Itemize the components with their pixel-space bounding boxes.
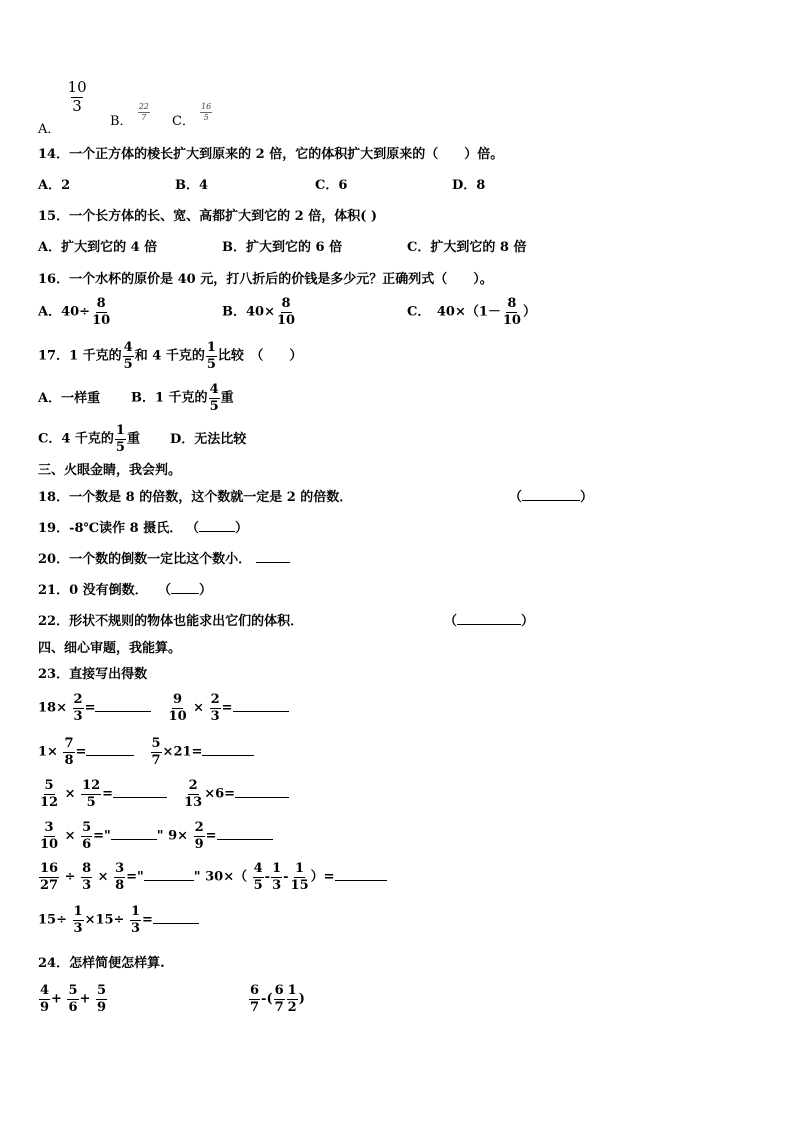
q17-middle: 和 4 千克的 [134,348,205,364]
numerator: 5 [151,736,161,751]
q15-option-c: C．扩大到它的 8 倍 [407,240,527,255]
fraction-1-3 [130,905,141,935]
denominator: 9 [40,999,50,1015]
answer-line[interactable] [95,711,151,712]
q23-row-4 [38,821,273,851]
expr-text: ×21= [162,744,203,760]
equals: = [142,912,153,928]
numerator: 1 [115,423,125,438]
paren-left: （ [509,490,523,505]
answer-line[interactable] [144,880,194,881]
q13-a-denominator: 3 [72,96,82,115]
q13-option-b [110,102,151,130]
paren-right: ） [521,614,535,629]
denominator: 5 [209,398,219,414]
expr-text: × [64,828,76,844]
paren-right: ） [580,490,594,505]
q17-prefix: 17．1 千克的 [38,348,122,364]
q20-answer-line[interactable] [256,562,290,563]
q19-text: 19．-8℃读作 8 摄氏． [38,521,183,536]
expr-text: -( [261,991,273,1007]
denominator: 13 [184,794,203,810]
fraction-3-8 [114,862,125,892]
q13-option-a-label: A． [38,121,61,137]
q15-option-a: A．扩大到它的 4 倍 [38,240,158,255]
equals: = [221,700,233,716]
q15-option-b: B．扩大到它的 6 倍 [222,240,343,255]
q16-stem: 16．一个水杯的原价是 40 元，打八折后的价钱是多少元？正确列式（ ）。 [38,272,493,287]
section-3-title: 三、火眼金睛，我会判。 [38,463,182,478]
denominator: 6 [82,836,92,852]
equals: =" [93,828,111,844]
q18-text: 18．一个数是 8 的倍数，这个数就一定是 2 的倍数． [38,490,353,505]
denominator: 3 [73,920,83,936]
numerator: 5 [96,983,107,998]
expr-text: ) [298,991,305,1007]
expr-text: 1× [38,744,58,760]
q14-option-c: C．6 [315,178,348,193]
expr-text: 9× [168,828,189,844]
quote: " [156,828,164,844]
numerator: 6 [250,983,260,998]
q13-option-c-label: C． [172,114,195,130]
q18-answer-blank[interactable] [509,491,593,504]
q13-option-c-fraction [200,103,212,123]
denominator: 10 [502,312,521,328]
q24-title: 24．怎样简便怎样算. [38,956,165,971]
fraction-9-10 [168,693,188,723]
numerator: 8 [281,296,291,311]
paren-right: ） [199,583,213,598]
denominator: 3 [210,708,220,724]
q17-option-c [38,424,140,454]
q23-row-5 [38,862,387,892]
denominator: 9 [96,999,107,1015]
fraction-16-27 [39,862,59,892]
denominator: 3 [130,920,141,936]
equals: = [102,786,114,802]
paren-right: ） [235,521,249,536]
numerator: 1 [130,904,141,919]
q17-fraction-1-5 [206,341,217,371]
q23-row-6 [38,905,199,935]
answer-line[interactable] [153,923,199,924]
plus: + [79,991,91,1007]
plus: + [51,991,62,1007]
fraction-2-3 [73,693,84,723]
denominator: 7 [151,752,161,768]
q20-label: 20．一个数的倒数一定比这个数小． [38,552,252,567]
q13-a-numerator: 10 [67,78,87,96]
fraction-6-7 [249,984,260,1014]
q24-expr-2 [248,984,305,1014]
q13-b-numerator: 22 [138,103,150,113]
expr-text: ）= [310,869,335,885]
q17-b-prefix: B．1 千克的 [131,390,208,406]
q17-suffix: 比较 （ ） [217,348,303,364]
q15-stem: 15．一个长方体的长、宽、高都扩大到它的 2 倍，体积( ) [38,209,378,224]
numerator: 1 [206,340,216,355]
denominator: 5 [86,794,96,810]
q17-b-fraction [209,383,220,413]
numerator: 7 [64,736,74,751]
denominator: 5 [123,356,133,372]
answer-line [199,531,235,532]
fraction-5-12 [39,779,59,809]
numerator: 9 [173,692,183,707]
fraction-5-9 [96,984,107,1014]
q23-row-3 [38,779,289,809]
section-4-title: 四、细心审题，我能算。 [38,641,182,656]
equals: = [205,828,217,844]
answer-line[interactable] [202,755,254,756]
expr-text: 18× [38,700,67,716]
q23-row-2 [38,737,254,767]
answer-line[interactable] [233,711,289,712]
denominator: 10 [168,708,187,724]
q17-c-suffix: 重 [126,431,140,447]
q23-title: 23．直接写出得数 [38,667,148,682]
fraction-4-9 [39,984,50,1014]
answer-line[interactable] [113,797,167,798]
numerator: 3 [44,820,54,835]
denominator: 5 [253,877,263,893]
q13-c-numerator: 16 [200,103,212,113]
denominator: 8 [115,877,125,893]
fraction-5-7 [151,737,162,767]
numerator: 1 [295,861,305,876]
q16-b-fraction [276,297,296,327]
fraction-2-3 [210,693,221,723]
numerator: 4 [123,340,133,355]
numerator: 2 [188,778,198,793]
numerator: 8 [507,296,517,311]
q17-fraction-4-5 [123,341,134,371]
answer-line [457,624,521,625]
numerator: 8 [96,296,106,311]
denominator: 8 [64,752,74,768]
q22-answer-blank[interactable] [444,615,534,628]
numerator: 3 [115,861,125,876]
fraction-8-3 [81,862,92,892]
answer-line [171,593,199,594]
fraction-1-15 [290,862,310,892]
numerator: 16 [40,861,59,876]
quote: " [193,869,201,885]
numerator: 2 [73,692,83,707]
denominator: 7 [250,999,260,1015]
expr-text: ×6= [204,786,236,802]
denominator: 27 [40,877,59,893]
minus: - [264,869,271,885]
numerator: 4 [209,382,219,397]
q16-a-fraction [91,297,111,327]
paren-left: （ [186,521,200,536]
fraction-7-8 [63,737,74,767]
q13-c-denominator: 5 [203,113,209,123]
answer-line[interactable] [217,839,273,840]
numerator: 5 [82,820,92,835]
denominator: 3 [82,877,92,893]
q13-options [38,78,89,137]
q13-b-denominator: 7 [141,113,147,123]
q17-option-a: A．一样重 [38,391,101,406]
q16-a-prefix: A．40÷ [38,304,91,320]
expr-text: ×15÷ [84,912,125,928]
q24-expr-1 [38,984,108,1014]
minus: - [283,869,289,885]
q17-c-prefix: C．4 千克的 [38,431,114,447]
answer-line[interactable] [86,755,134,756]
fraction-12-5 [81,779,101,809]
fraction-1-2 [287,984,298,1014]
expr-text: ÷ [64,869,76,885]
denominator: 9 [194,836,204,852]
q20-text [38,553,290,566]
denominator: 2 [287,999,297,1015]
equals: = [84,700,96,716]
q14-option-d: D．8 [452,178,486,193]
numerator: 6 [274,983,284,998]
q14-stem: 14．一个正方体的棱长扩大到原来的 2 倍，它的体积扩大到原来的（ ）倍。 [38,147,504,162]
numerator: 12 [82,778,101,793]
fraction-5-6 [81,821,92,851]
q16-c-prefix: C． 40×（1－ [407,304,501,320]
q16-option-a [38,297,112,327]
q22-text: 22．形状不规则的物体也能求出它们的体积． [38,614,304,629]
fraction-1-3 [73,905,84,935]
numerator: 8 [82,861,92,876]
q21-text: 21．0 没有倒数． [38,583,148,598]
equals: =" [126,869,144,885]
numerator: 2 [210,692,220,707]
numerator: 1 [272,861,282,876]
answer-line [522,500,580,501]
q17-option-b [131,383,234,413]
fraction-2-9 [194,821,205,851]
q16-option-b [222,297,297,327]
expr-text: × [64,786,76,802]
q13-option-b-fraction [138,103,150,123]
denominator: 15 [290,877,309,893]
q21-answer-blank[interactable] [158,584,212,597]
q13-option-c [172,102,213,130]
q16-c-suffix: ） [522,304,536,320]
paren-left: （ [158,583,172,598]
numerator: 4 [40,983,50,998]
fraction-1-3 [271,862,282,892]
answer-line[interactable] [235,797,289,798]
numerator: 2 [194,820,204,835]
fraction-6-7 [274,984,285,1014]
numerator: 1 [287,983,297,998]
fraction-4-5 [253,862,264,892]
answer-line[interactable] [111,839,157,840]
fraction-2-13 [183,779,203,809]
q16-option-c [407,297,536,327]
q17-b-suffix: 重 [220,390,234,406]
q16-c-fraction [502,297,522,327]
q13-option-b-label: B． [110,114,133,130]
denominator: 10 [276,312,296,328]
q23-row-1 [38,693,289,723]
denominator: 5 [115,439,125,455]
q14-option-b: B．4 [175,178,209,193]
denominator: 6 [68,999,78,1015]
q16-b-prefix: B．40× [222,304,275,320]
numerator: 5 [44,778,54,793]
q17-stem [38,341,302,371]
q13-option-a-fraction [67,80,88,115]
denominator: 5 [206,356,216,372]
numerator: 1 [73,904,83,919]
q17-c-fraction [115,424,126,454]
equals: = [75,744,87,760]
denominator: 10 [40,836,59,852]
denominator: 10 [92,312,111,328]
denominator: 3 [73,708,83,724]
expr-text: 30×（ [205,869,248,885]
q17-option-d: D．无法比较 [170,432,247,447]
q14-option-a: A．2 [38,178,71,193]
numerator: 4 [253,861,263,876]
denominator: 3 [272,877,282,893]
q19-answer-blank[interactable] [186,522,248,535]
expr-text: × [97,869,109,885]
denominator: 12 [40,794,59,810]
fraction-3-10 [39,821,59,851]
numerator: 5 [68,983,78,998]
paren-left: （ [444,614,458,629]
expr-text: 15÷ [38,912,67,928]
answer-line[interactable] [335,880,387,881]
fraction-5-6 [67,984,78,1014]
expr-text: × [193,700,205,716]
denominator: 7 [274,999,284,1015]
